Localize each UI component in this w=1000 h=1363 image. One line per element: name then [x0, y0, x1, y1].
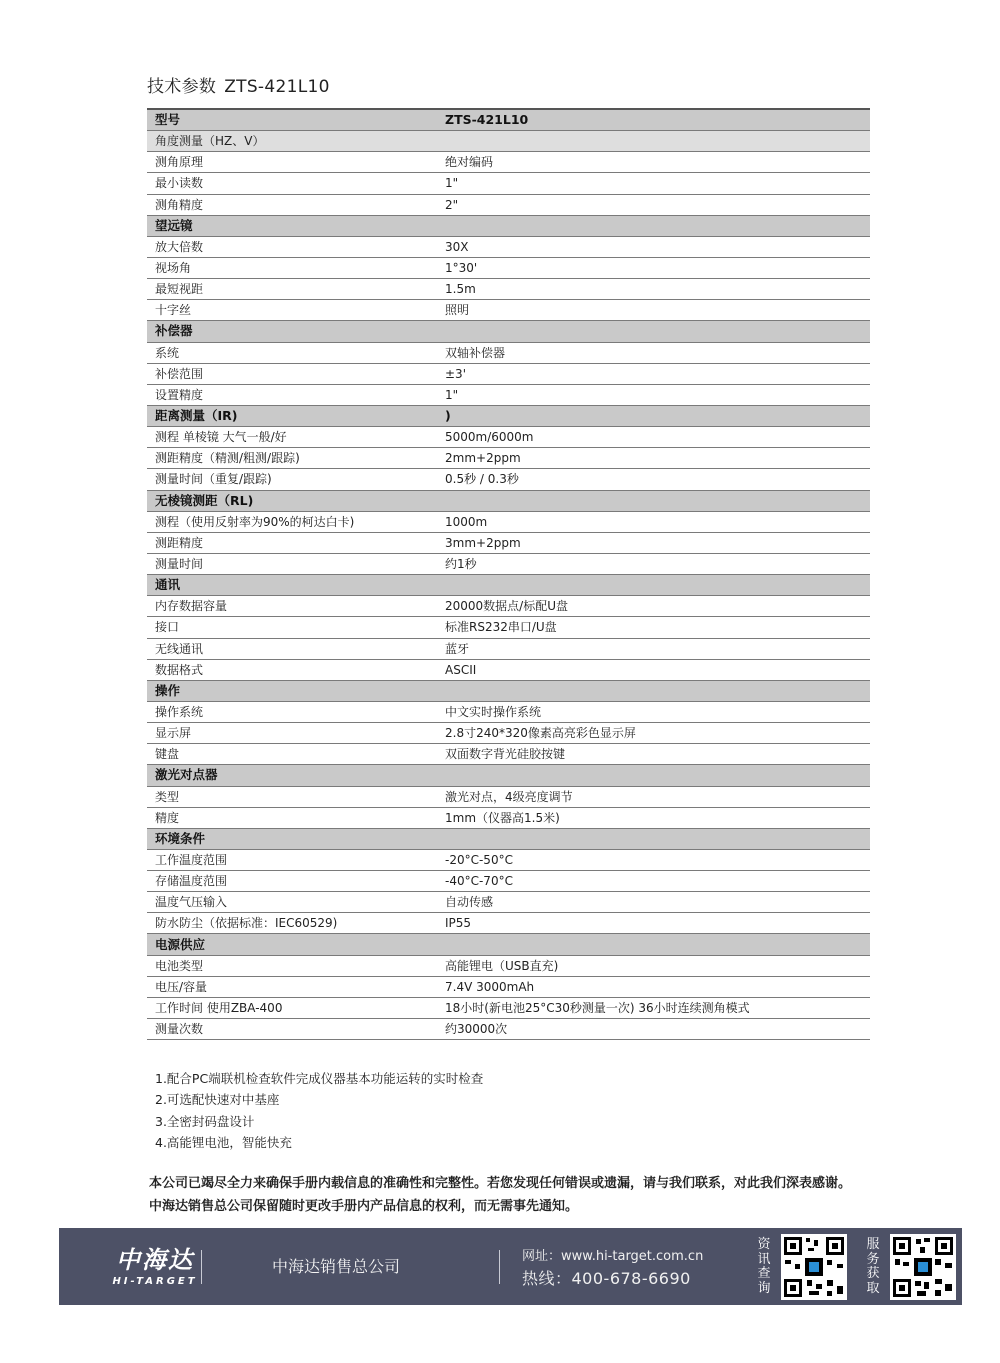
- spec-value: 约30000次: [399, 1019, 870, 1040]
- spec-label: 系统: [147, 342, 399, 363]
- table-row: [147, 511, 870, 532]
- spec-label: 通讯: [147, 575, 399, 596]
- disclaimer-line: 中海达销售总公司保留随时更改手册内产品信息的权利，而无需事先通知。: [149, 1199, 579, 1214]
- spec-value: 30X: [399, 236, 870, 257]
- section-header-row: [147, 490, 870, 511]
- spec-value: 双轴补偿器: [399, 342, 870, 363]
- section-header-row: [147, 575, 870, 596]
- table-row: [147, 173, 870, 194]
- spec-value: -40°C-70°C: [399, 871, 870, 892]
- section-header-row: [147, 215, 870, 236]
- spec-value: 标准RS232串口/U盘: [399, 617, 870, 638]
- spec-label: 测量时间（重复/跟踪): [147, 469, 399, 490]
- spec-label: 接口: [147, 617, 399, 638]
- spec-value: 0.5秒 / 0.3秒: [399, 469, 870, 490]
- spec-label: 放大倍数: [147, 236, 399, 257]
- table-row: [147, 342, 870, 363]
- spec-label: 防水防尘（依据标准：IEC60529): [147, 913, 399, 934]
- table-row: [147, 892, 870, 913]
- table-row: [147, 469, 870, 490]
- spec-value: [399, 215, 870, 236]
- table-row: [147, 807, 870, 828]
- note-item: 2.可选配快速对中基座: [155, 1092, 280, 1108]
- spec-value: 7.4V 3000mAh: [399, 976, 870, 997]
- qr-code-icon[interactable]: [781, 1234, 847, 1300]
- hotline: 热线：400-678-6690: [522, 1269, 691, 1288]
- divider: [201, 1250, 202, 1284]
- spec-value: [399, 680, 870, 701]
- title-model: ZTS-421L10: [224, 77, 330, 97]
- spec-label: 工作温度范围: [147, 849, 399, 870]
- spec-value: 绝对编码: [399, 152, 870, 173]
- spec-label: 视场角: [147, 257, 399, 278]
- spec-label: 电源供应: [147, 934, 399, 955]
- table-row: [147, 300, 870, 321]
- spec-label: 键盘: [147, 744, 399, 765]
- qr-code-icon[interactable]: [890, 1234, 956, 1300]
- section-header-row: [147, 765, 870, 786]
- spec-value: 2.8寸240*320像素高亮彩色显示屏: [399, 723, 870, 744]
- table-row: [147, 955, 870, 976]
- section-header-row: [147, 110, 870, 131]
- table-row: [147, 976, 870, 997]
- spec-value: 自动传感: [399, 892, 870, 913]
- company-name: 中海达销售总公司: [272, 1257, 401, 1276]
- spec-label: 测程（使用反射率为90%的柯达白卡): [147, 511, 399, 532]
- table-row: [147, 849, 870, 870]
- spec-label: 测角精度: [147, 194, 399, 215]
- spec-label: 激光对点器: [147, 765, 399, 786]
- spec-value: 18小时(新电池25°C30秒测量一次) 36小时连续测角模式: [399, 997, 870, 1018]
- spec-value: 中文实时操作系统: [399, 701, 870, 722]
- section-header-row: [147, 828, 870, 849]
- table-row: [147, 384, 870, 405]
- disclaimer-line: 本公司已竭尽全力来确保手册内载信息的准确性和完整性。若您发现任何错误或遗漏，请与我们联系，对此我们深表感谢。: [149, 1176, 852, 1191]
- note-item: 4.高能锂电池，智能快充: [155, 1134, 292, 1150]
- spec-value: 1": [399, 384, 870, 405]
- spec-value: 2": [399, 194, 870, 215]
- spec-value: 2mm+2ppm: [399, 448, 870, 469]
- spec-value: 照明: [399, 300, 870, 321]
- logo-cn: 中海达: [116, 1246, 194, 1274]
- table-row: [147, 786, 870, 807]
- spec-label: 角度测量（HZ、V）: [147, 131, 399, 152]
- spec-label: 测距精度（精测/粗测/跟踪): [147, 448, 399, 469]
- spec-label: 设置精度: [147, 384, 399, 405]
- title-text: 技术参数: [147, 77, 217, 97]
- table-row: [147, 427, 870, 448]
- table-row: [147, 913, 870, 934]
- contact-info: [522, 1246, 703, 1290]
- spec-value: ZTS-421L10: [399, 110, 870, 131]
- spec-value: 高能锂电（USB直充): [399, 955, 870, 976]
- table-row: [147, 553, 870, 574]
- spec-label: 测量时间: [147, 553, 399, 574]
- spec-label: 电压/容量: [147, 976, 399, 997]
- spec-value: [399, 490, 870, 511]
- table-row: [147, 659, 870, 680]
- spec-value: ±3': [399, 363, 870, 384]
- table-row: [147, 236, 870, 257]
- table-row: [147, 871, 870, 892]
- spec-label: 电池类型: [147, 955, 399, 976]
- section-header-row: [147, 405, 870, 426]
- spec-label: 最短视距: [147, 279, 399, 300]
- spec-label: 精度: [147, 807, 399, 828]
- spec-value: [399, 765, 870, 786]
- spec-label: 测量次数: [147, 1019, 399, 1040]
- spec-label: 内存数据容量: [147, 596, 399, 617]
- table-row: [147, 363, 870, 384]
- spec-label: 操作系统: [147, 701, 399, 722]
- spec-label: 测角原理: [147, 152, 399, 173]
- spec-label: 望远镜: [147, 215, 399, 236]
- spec-value: ASCII: [399, 659, 870, 680]
- spec-value: ): [399, 405, 870, 426]
- spec-label: 十字丝: [147, 300, 399, 321]
- spec-value: 约1秒: [399, 553, 870, 574]
- table-row: [147, 152, 870, 173]
- spec-label: 距离测量（IR): [147, 405, 399, 426]
- spec-value: 激光对点，4级亮度调节: [399, 786, 870, 807]
- spec-value: 1": [399, 173, 870, 194]
- note-item: 1.配合PC端联机检查软件完成仪器基本功能运转的实时检查: [155, 1071, 484, 1086]
- table-row: [147, 279, 870, 300]
- spec-value: 5000m/6000m: [399, 427, 870, 448]
- table-row: [147, 638, 870, 659]
- spec-label: 测程 单棱镜 大气一般/好: [147, 427, 399, 448]
- spec-label: 型号: [147, 110, 399, 131]
- spec-value: [399, 934, 870, 955]
- spec-value: [399, 575, 870, 596]
- spec-label: 补偿器: [147, 321, 399, 342]
- section-header-row: [147, 934, 870, 955]
- table-row: [147, 448, 870, 469]
- spec-label: 补偿范围: [147, 363, 399, 384]
- divider: [499, 1250, 500, 1284]
- spec-value: 3mm+2ppm: [399, 532, 870, 553]
- table-row: [147, 997, 870, 1018]
- spec-table: [147, 110, 870, 1040]
- spec-label: 显示屏: [147, 723, 399, 744]
- table-row: [147, 257, 870, 278]
- spec-label: 类型: [147, 786, 399, 807]
- spec-value: [399, 828, 870, 849]
- table-row: [147, 617, 870, 638]
- spec-label: 存储温度范围: [147, 871, 399, 892]
- section-header-row: [147, 680, 870, 701]
- notes-list: [155, 1068, 483, 1153]
- table-row: [147, 744, 870, 765]
- disclaimer: [149, 1172, 851, 1218]
- spec-label: 环境条件: [147, 828, 399, 849]
- company-logo: [95, 1240, 215, 1287]
- spec-value: 1mm（仪器高1.5米): [399, 807, 870, 828]
- section-header-row: [147, 321, 870, 342]
- spec-value: 蓝牙: [399, 638, 870, 659]
- page-title: [147, 72, 330, 97]
- table-row: [147, 1019, 870, 1040]
- table-row: [147, 596, 870, 617]
- spec-label: 无棱镜测距（RL): [147, 490, 399, 511]
- spec-label: 测距精度: [147, 532, 399, 553]
- spec-value: 1°30': [399, 257, 870, 278]
- qr2-label: 服务获取: [866, 1237, 880, 1296]
- note-item: 3.全密封码盘设计: [155, 1113, 255, 1129]
- logo-en: HI-TARGET: [112, 1276, 198, 1287]
- website-link[interactable]: 网址：www.hi-target.com.cn: [522, 1249, 704, 1264]
- table-row: [147, 723, 870, 744]
- table-row: [147, 194, 870, 215]
- spec-value: [399, 321, 870, 342]
- spec-label: 温度气压输入: [147, 892, 399, 913]
- spec-table-body: [147, 110, 870, 1040]
- spec-value: 双面数字背光硅胶按键: [399, 744, 870, 765]
- spec-value: IP55: [399, 913, 870, 934]
- spec-value: 1000m: [399, 511, 870, 532]
- table-row: [147, 701, 870, 722]
- footer-bar: [59, 1228, 962, 1305]
- section-header-row: [147, 131, 870, 152]
- spec-label: 无线通讯: [147, 638, 399, 659]
- table-row: [147, 532, 870, 553]
- spec-value: -20°C-50°C: [399, 849, 870, 870]
- spec-value: 1.5m: [399, 279, 870, 300]
- spec-label: 最小读数: [147, 173, 399, 194]
- spec-label: 操作: [147, 680, 399, 701]
- qr1-label: 资讯查询: [757, 1237, 771, 1296]
- spec-label: 工作时间 使用ZBA-400: [147, 997, 399, 1018]
- spec-value: 20000数据点/标配U盘: [399, 596, 870, 617]
- spec-label: 数据格式: [147, 659, 399, 680]
- spec-value: [399, 131, 870, 152]
